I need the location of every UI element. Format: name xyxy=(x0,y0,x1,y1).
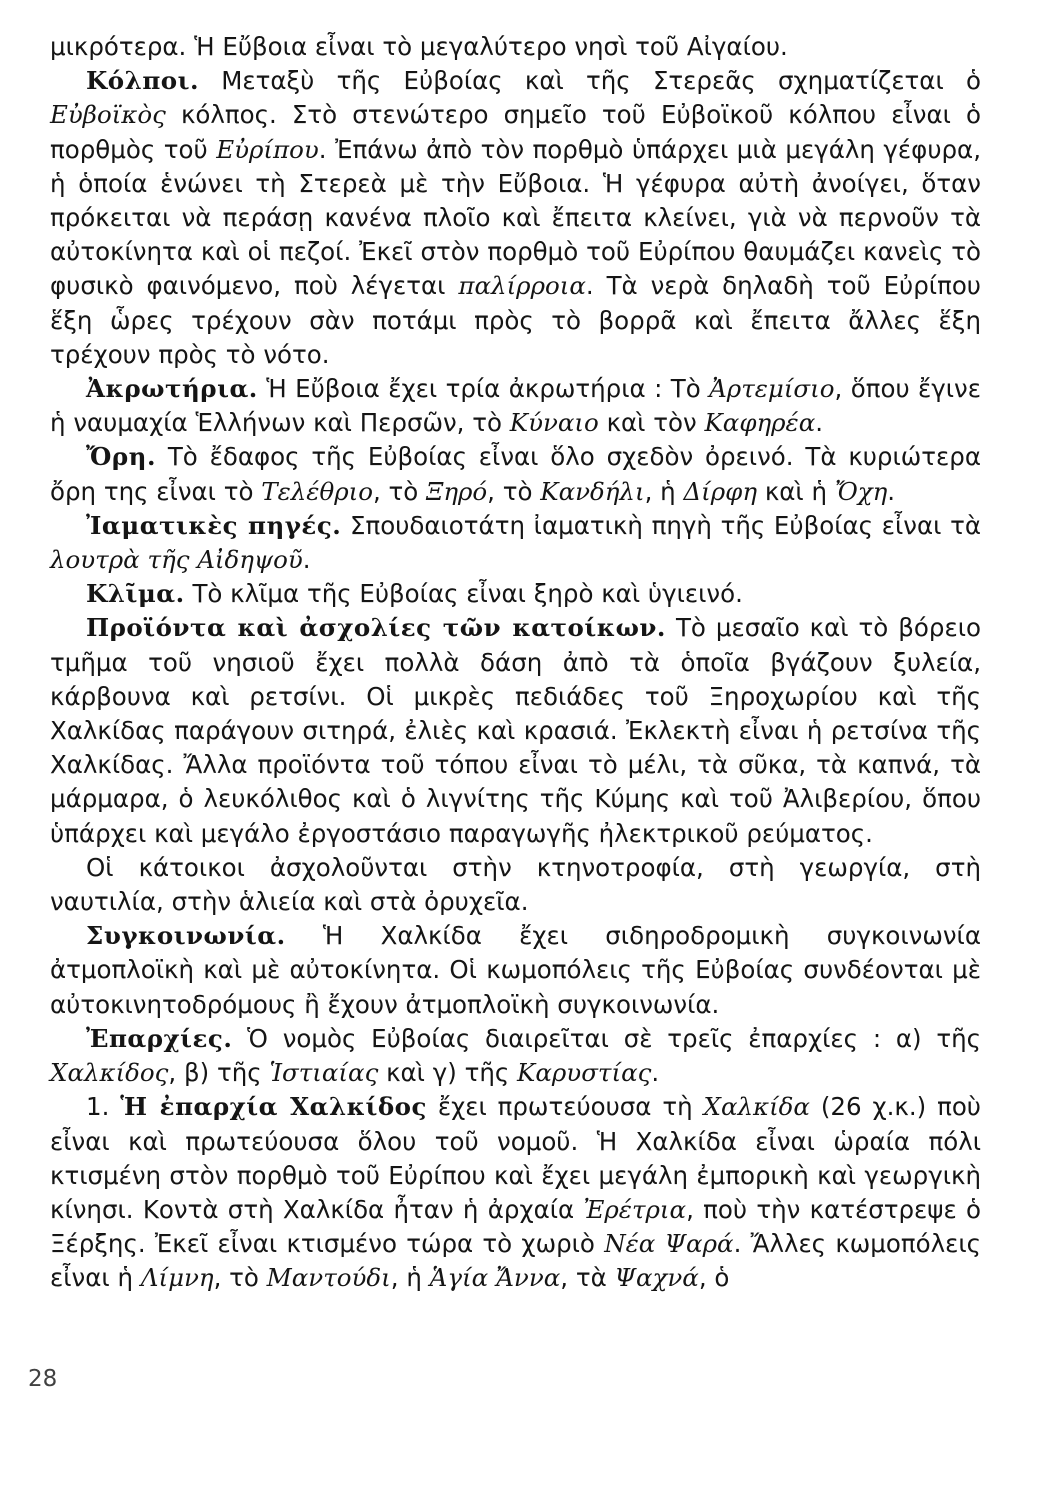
paragraph xyxy=(50,509,981,577)
text-run: , ὅπου ἔγινε ἡ ναυμαχία Ἑλλήνων καὶ Περσῶν, τὸ xyxy=(50,374,981,438)
section-heading: Κλῖμα. xyxy=(86,579,185,609)
paragraph xyxy=(50,30,981,64)
text-run: Οἱ κάτοικοι ἀσχολοῦνται στὴν κτηνοτροφία, στὴ γεωργία, στὴ ναυτιλία, στὴν ἁλιεία καὶ στὰ ὀρυχεῖα. xyxy=(50,852,981,917)
text-run: (26 χ.κ.) ποὺ εἶναι καὶ πρωτεύουσα ὅλου τοῦ νομοῦ. Ἡ Χαλκίδα εἶναι ὡραία πόλι κτισμένη στὸν πορθμὸ τοῦ Εὐρίπου καὶ ἔχει μεγάλη ἐμπορικὴ καὶ γεωργικὴ κίνησι. Κοντὰ στὴ Χαλκίδα ἦταν ἡ ἀρχαία xyxy=(50,1092,981,1224)
text-run: Ἡ Χαλκίδα ἔχει σιδηροδρομικὴ συγκοινωνία ἀτμοπλοϊκὴ καὶ μὲ αὐτοκίνητα. Οἱ κωμοπόλεις τῆς Εὐβοίας συνδέονται μὲ αὐτοκινητοδρόμους ἢ ἔχουν ἀτμοπλοϊκὴ συγκοινωνία. xyxy=(50,921,981,1019)
place-name: Ὄχη xyxy=(834,476,888,506)
text-run: Τὸ ἔδαφος τῆς Εὐβοίας εἶναι ὅλο σχεδὸν ὀρεινό. Τὰ κυριώτερα ὄρη της εἶναι τὸ xyxy=(50,442,981,506)
section-heading: Συγκοινωνία. xyxy=(86,921,286,951)
place-name: Εὐβοϊκὸς xyxy=(50,100,166,130)
paragraph xyxy=(50,919,981,1022)
paragraph xyxy=(50,611,981,850)
place-name: Εὐρίπου xyxy=(216,134,319,164)
text-run: . xyxy=(651,1058,660,1088)
text-run: . Τὰ νερὰ δηλαδὴ τοῦ Εὐρίπου ἕξη ὧρες τρέχουν σὰν ποτάμι πρὸς τὸ βορρᾶ καὶ ἔπειτα ἄλλες ἕξη τρέχουν πρὸς τὸ νότο. xyxy=(50,271,981,369)
place-name: Τελέθριο xyxy=(261,476,373,506)
text-run: , τὸ xyxy=(372,476,427,506)
text-run: , τὸ xyxy=(487,476,541,506)
place-name: Καφηρέα xyxy=(704,408,816,438)
paragraph xyxy=(50,372,981,440)
section-heading: Ἡ ἐπαρχία Χαλκίδος xyxy=(120,1092,427,1122)
text-run: , ἡ xyxy=(644,476,684,506)
place-name: Ἐρέτρια xyxy=(583,1194,687,1224)
text-run: , ποὺ τὴν κατέστρεψε ὁ Ξέρξης. Ἐκεῖ εἶναι κτισμένο τώρα τὸ χωριὸ xyxy=(50,1194,981,1259)
place-name: Ξηρό xyxy=(426,476,488,506)
text-run: κόλπος. Στὸ στενώτερο σημεῖο τοῦ Εὐβοϊκοῦ κόλπου εἶναι ὁ πορθμὸς τοῦ xyxy=(50,100,981,164)
paragraph xyxy=(50,64,981,372)
text-run: Σπουδαιοτάτη ἰαματικὴ πηγὴ τῆς Εὐβοίας εἶναι τὰ xyxy=(341,510,981,540)
text-run: καὶ τὸν xyxy=(598,408,705,438)
text-run: 1. xyxy=(86,1092,121,1122)
place-name: Κύναιο xyxy=(509,408,599,438)
text-run: καὶ ἡ xyxy=(757,476,835,506)
text-run: Τὸ κλῖμα τῆς Εὐβοίας εἶναι ξηρὸ καὶ ὑγιεινό. xyxy=(184,579,743,609)
text-run: ἔχει πρωτεύουσα τὴ xyxy=(426,1092,704,1122)
place-name: λουτρὰ τῆς Αἰδηψοῦ xyxy=(50,545,303,575)
place-name: Ἀρτεμίσιο xyxy=(709,374,835,404)
section-heading: Ἀκρωτήρια. xyxy=(86,374,258,404)
text-run: . xyxy=(887,476,896,506)
place-name: Μαντούδι xyxy=(266,1263,391,1293)
text-run: Ἡ Εὔβοια ἔχει τρία ἀκρωτήρια : Τὸ xyxy=(257,374,710,404)
text-run: . Ἄλλες κωμοπόλεις εἶναι ἡ xyxy=(50,1229,982,1293)
paragraph xyxy=(50,1090,981,1295)
section-heading: Κόλποι. xyxy=(86,66,199,96)
place-name: Χαλκίδα xyxy=(703,1092,810,1122)
place-name: Ψαχνά xyxy=(614,1263,699,1293)
place-name: παλίρροια xyxy=(458,271,586,301)
text-run: , τὰ xyxy=(560,1263,615,1293)
paragraph xyxy=(50,577,981,611)
section-heading: Ἰαματικὲς πηγές. xyxy=(86,510,342,540)
place-name: Νέα Ψαρά xyxy=(604,1229,734,1259)
text-run: . xyxy=(302,545,311,575)
place-name: Ἱστιαίας xyxy=(269,1058,379,1088)
text-run: , τὸ xyxy=(213,1263,267,1293)
section-heading: Προϊόντα καὶ ἀσχολίες τῶν κατοίκων. xyxy=(86,613,666,643)
place-name: Χαλκίδος xyxy=(50,1058,169,1088)
text-run: . xyxy=(815,408,824,438)
paragraph xyxy=(50,440,981,508)
text-run: μικρότερα. Ἡ Εὔβοια εἶναι τὸ μεγαλύτερο νησὶ τοῦ Αἰγαίου. xyxy=(50,32,788,61)
text-run: , ὁ xyxy=(698,1263,730,1293)
text-run: , ἡ xyxy=(390,1263,430,1293)
paragraph xyxy=(50,1022,981,1090)
text-body xyxy=(50,30,981,1296)
text-run: Ὁ νομὸς Εὐβοίας διαιρεῖται σὲ τρεῖς ἐπαρχίες : α) τῆς xyxy=(232,1023,981,1053)
text-run: , β) τῆς xyxy=(168,1058,270,1088)
place-name: Λίμνη xyxy=(140,1263,214,1293)
place-name: Δίρφη xyxy=(683,476,758,506)
place-name: Καρυστίας xyxy=(517,1058,652,1088)
section-heading: Ἐπαρχίες. xyxy=(86,1023,233,1053)
text-run: Μεταξὺ τῆς Εὐβοίας καὶ τῆς Στερεᾶς σχηματίζεται ὁ xyxy=(198,66,981,96)
section-heading: Ὄρη. xyxy=(86,442,156,472)
text-run: . Ἐπάνω ἀπὸ τὸν πορθμὸ ὑπάρχει μιὰ μεγάλη γέφυρα, ἡ ὁποία ἑνώνει τὴ Στερεὰ μὲ τὴν Εὔβοια. Ἡ γέφυρα αὐτὴ ἀνοίγει, ὅταν πρόκειται νὰ περάσῃ κανένα πλοῖο καὶ ἔπειτα κλείνει, γιὰ νὰ περνοῦν τὰ αὐτοκίνητα καὶ οἱ πεζοί. Ἐκεῖ στὸν πορθμὸ τοῦ Εὐρίπου θαυμάζει κανεὶς τὸ φυσικὸ φαινόμενο, ποὺ λέγεται xyxy=(50,134,981,301)
place-name: Ἁγία Ἄννα xyxy=(429,1263,561,1293)
paragraph xyxy=(50,851,981,919)
text-run: Τὸ μεσαῖο καὶ τὸ βόρειο τμῆμα τοῦ νησιοῦ ἔχει πολλὰ δάση ἀπὸ τὰ ὁποῖα βγάζουν ξυλεία, κάρβουνα καὶ ρετσίνι. Οἱ μικρὲς πεδιάδες τοῦ Ξηροχωρίου καὶ τῆς Χαλκίδας παράγουν σιτηρά, ἐλιὲς καὶ κρασιά. Ἐκλεκτὴ εἶναι ἡ ρετσίνα τῆς Χαλκίδας. Ἄλλα προϊόντα τοῦ τόπου εἶναι τὸ μέλι, τὰ σῦκα, τὰ καπνά, τὰ μάρμαρα, ὁ λευκόλιθος καὶ ὁ λιγνίτης τῆς Κύμης καὶ τοῦ Ἀλιβερίου, ὅπου ὑπάρχει καὶ μεγάλο ἐργοστάσιο παραγωγῆς ἠλεκτρικοῦ ρεύματος. xyxy=(50,613,981,848)
place-name: Κανδήλι xyxy=(540,476,645,506)
text-run: καὶ γ) τῆς xyxy=(378,1058,518,1088)
page-number: 28 xyxy=(28,1366,58,1392)
